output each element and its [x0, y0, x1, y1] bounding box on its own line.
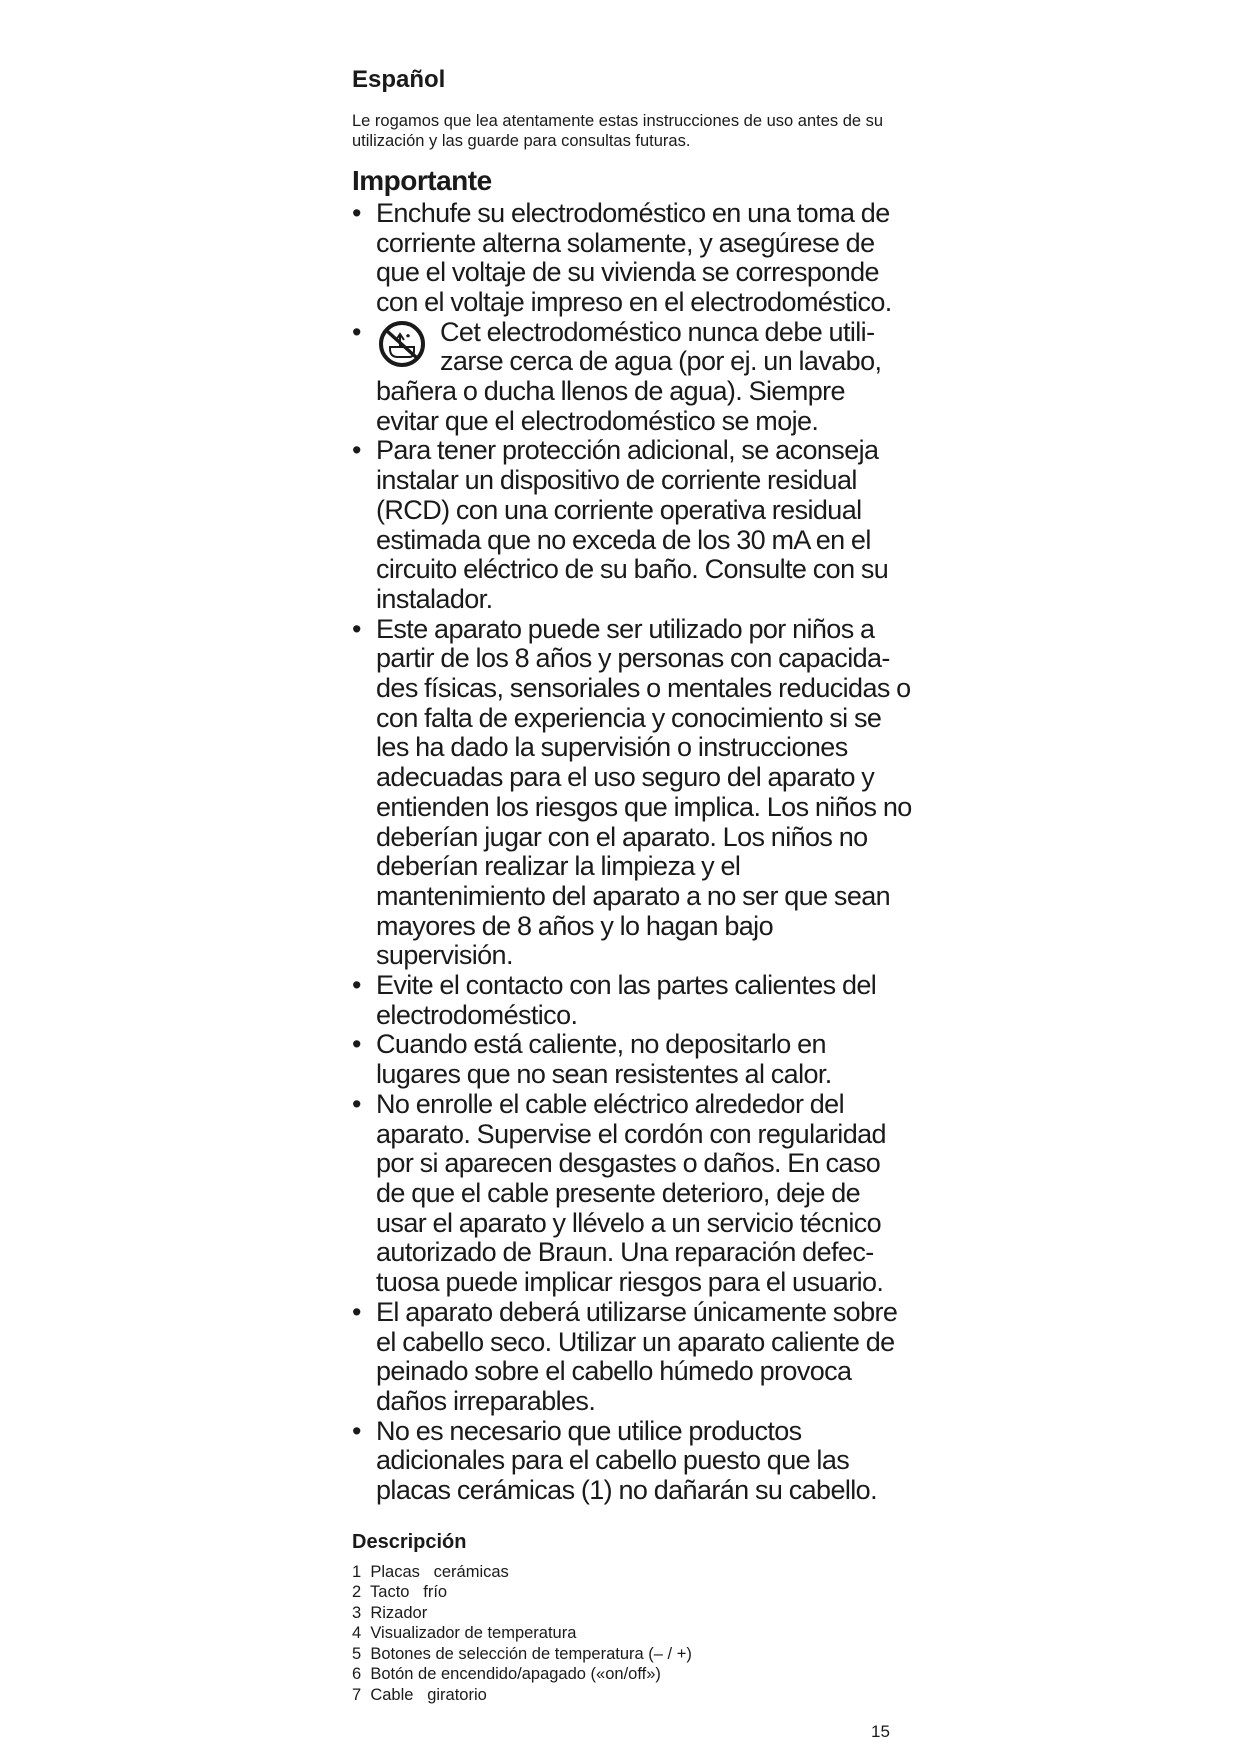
list-item	[352, 1090, 912, 1298]
bullet-icon: •	[352, 1029, 361, 1060]
list-item-text: Evite el contacto con las partes calientes del electrodoméstico.	[376, 970, 877, 1030]
list-item: 2 Tacto frío	[352, 1583, 448, 1602]
bullet-icon: •	[352, 970, 361, 1001]
bullet-icon: •	[352, 1088, 361, 1119]
list-item: 1 Placas cerámicas	[352, 1562, 509, 1581]
list-item	[352, 1030, 912, 1089]
list-item: 7 Cable giratorio	[352, 1685, 487, 1704]
list-item-text: Cet electrodoméstico nunca debe utilizarse cerca de agua (por ej. un lavabo, bañera o ducha llenos de agua). Siempre evitar que el electrodoméstico se moje.	[376, 316, 882, 436]
list-item	[352, 1298, 912, 1417]
intro-text: Le rogamos que lea atentamente estas instrucciones de uso antes de su utilización y las guarde para consultas futuras.	[352, 111, 884, 150]
bullet-icon: •	[352, 1415, 361, 1446]
list-item	[352, 199, 912, 318]
list-item-text: No enrolle el cable eléctrico alrededor del aparato. Supervise el cordón con regularidad por si aparecen desgastes o daños. En caso de que el cable presente deterioro, deje de usar el aparato y llévelo a un servicio técnico autorizado de Braun. Una reparación defectuosa puede implicar riesgos para el usuario.	[376, 1088, 886, 1298]
language-title: Español	[352, 66, 446, 93]
bullet-icon: •	[352, 435, 361, 466]
content-column	[352, 66, 912, 1705]
list-item: 5 Botones de selección de temperatura (– / +)	[352, 1644, 692, 1663]
list-item-text: El aparato deberá utilizarse únicamente sobre el cabello seco. Utilizar un aparato caliente de peinado sobre el cabello húmedo provoca daños irreparables.	[376, 1296, 898, 1416]
list-item: 3 Rizador	[352, 1603, 428, 1622]
list-item-text: Para tener protección adicional, se aconseja instalar un dispositivo de corriente residual (RCD) con una corriente operativa residual estimada que no exceda de los 30 mA en el circuito eléctrico de su baño. Consulte con su instalador.	[376, 435, 889, 614]
list-item	[352, 436, 912, 614]
list-item-text: Cuando está caliente, no depositarlo en lugares que no sean resistentes al calor.	[376, 1029, 832, 1090]
list-item	[352, 1417, 912, 1506]
bullet-icon: •	[352, 1296, 361, 1327]
no-water-icon	[376, 320, 428, 368]
list-item-text: No es necesario que utilice productos adicionales para el cabello puesto que las placas cerámicas (1) no dañarán su cabello.	[376, 1415, 877, 1506]
descripcion-list	[352, 1562, 912, 1706]
list-item-text: Este aparato puede ser utilizado por niños a partir de los 8 años y personas con capacidades físicas, sensoriales o mentales reducidas o con falta de experiencia y conocimiento si se les ha dado la supervisión o instrucciones adecuadas para el uso seguro del aparato y entienden los riesgos que implica. Los niños no deberían jugar con el aparato. Los niños no deberían realizar la limpieza y el mantenimiento del aparato a no ser que sean mayores de 8 años y lo hagan bajo supervisión.	[376, 613, 912, 971]
list-item: 6 Botón de encendido/apagado («on/off»)	[352, 1665, 661, 1684]
list-item	[352, 615, 912, 971]
importante-heading: Importante	[352, 164, 492, 196]
descripcion-heading: Descripción	[352, 1530, 467, 1553]
list-item	[352, 318, 912, 437]
bullet-icon: •	[352, 197, 361, 228]
importante-list	[352, 199, 912, 1506]
bullet-icon: •	[352, 613, 361, 644]
page-number: 15	[871, 1722, 890, 1741]
list-item-text: Enchufe su electrodoméstico en una toma de corriente alterna solamente, y asegúrese de que el voltaje de su vivienda se corresponde con el voltaje impreso en el electrodoméstico.	[376, 197, 892, 317]
list-item: 4 Visualizador de temperatura	[352, 1624, 577, 1643]
bullet-icon: •	[352, 316, 361, 347]
list-item	[352, 971, 912, 1030]
